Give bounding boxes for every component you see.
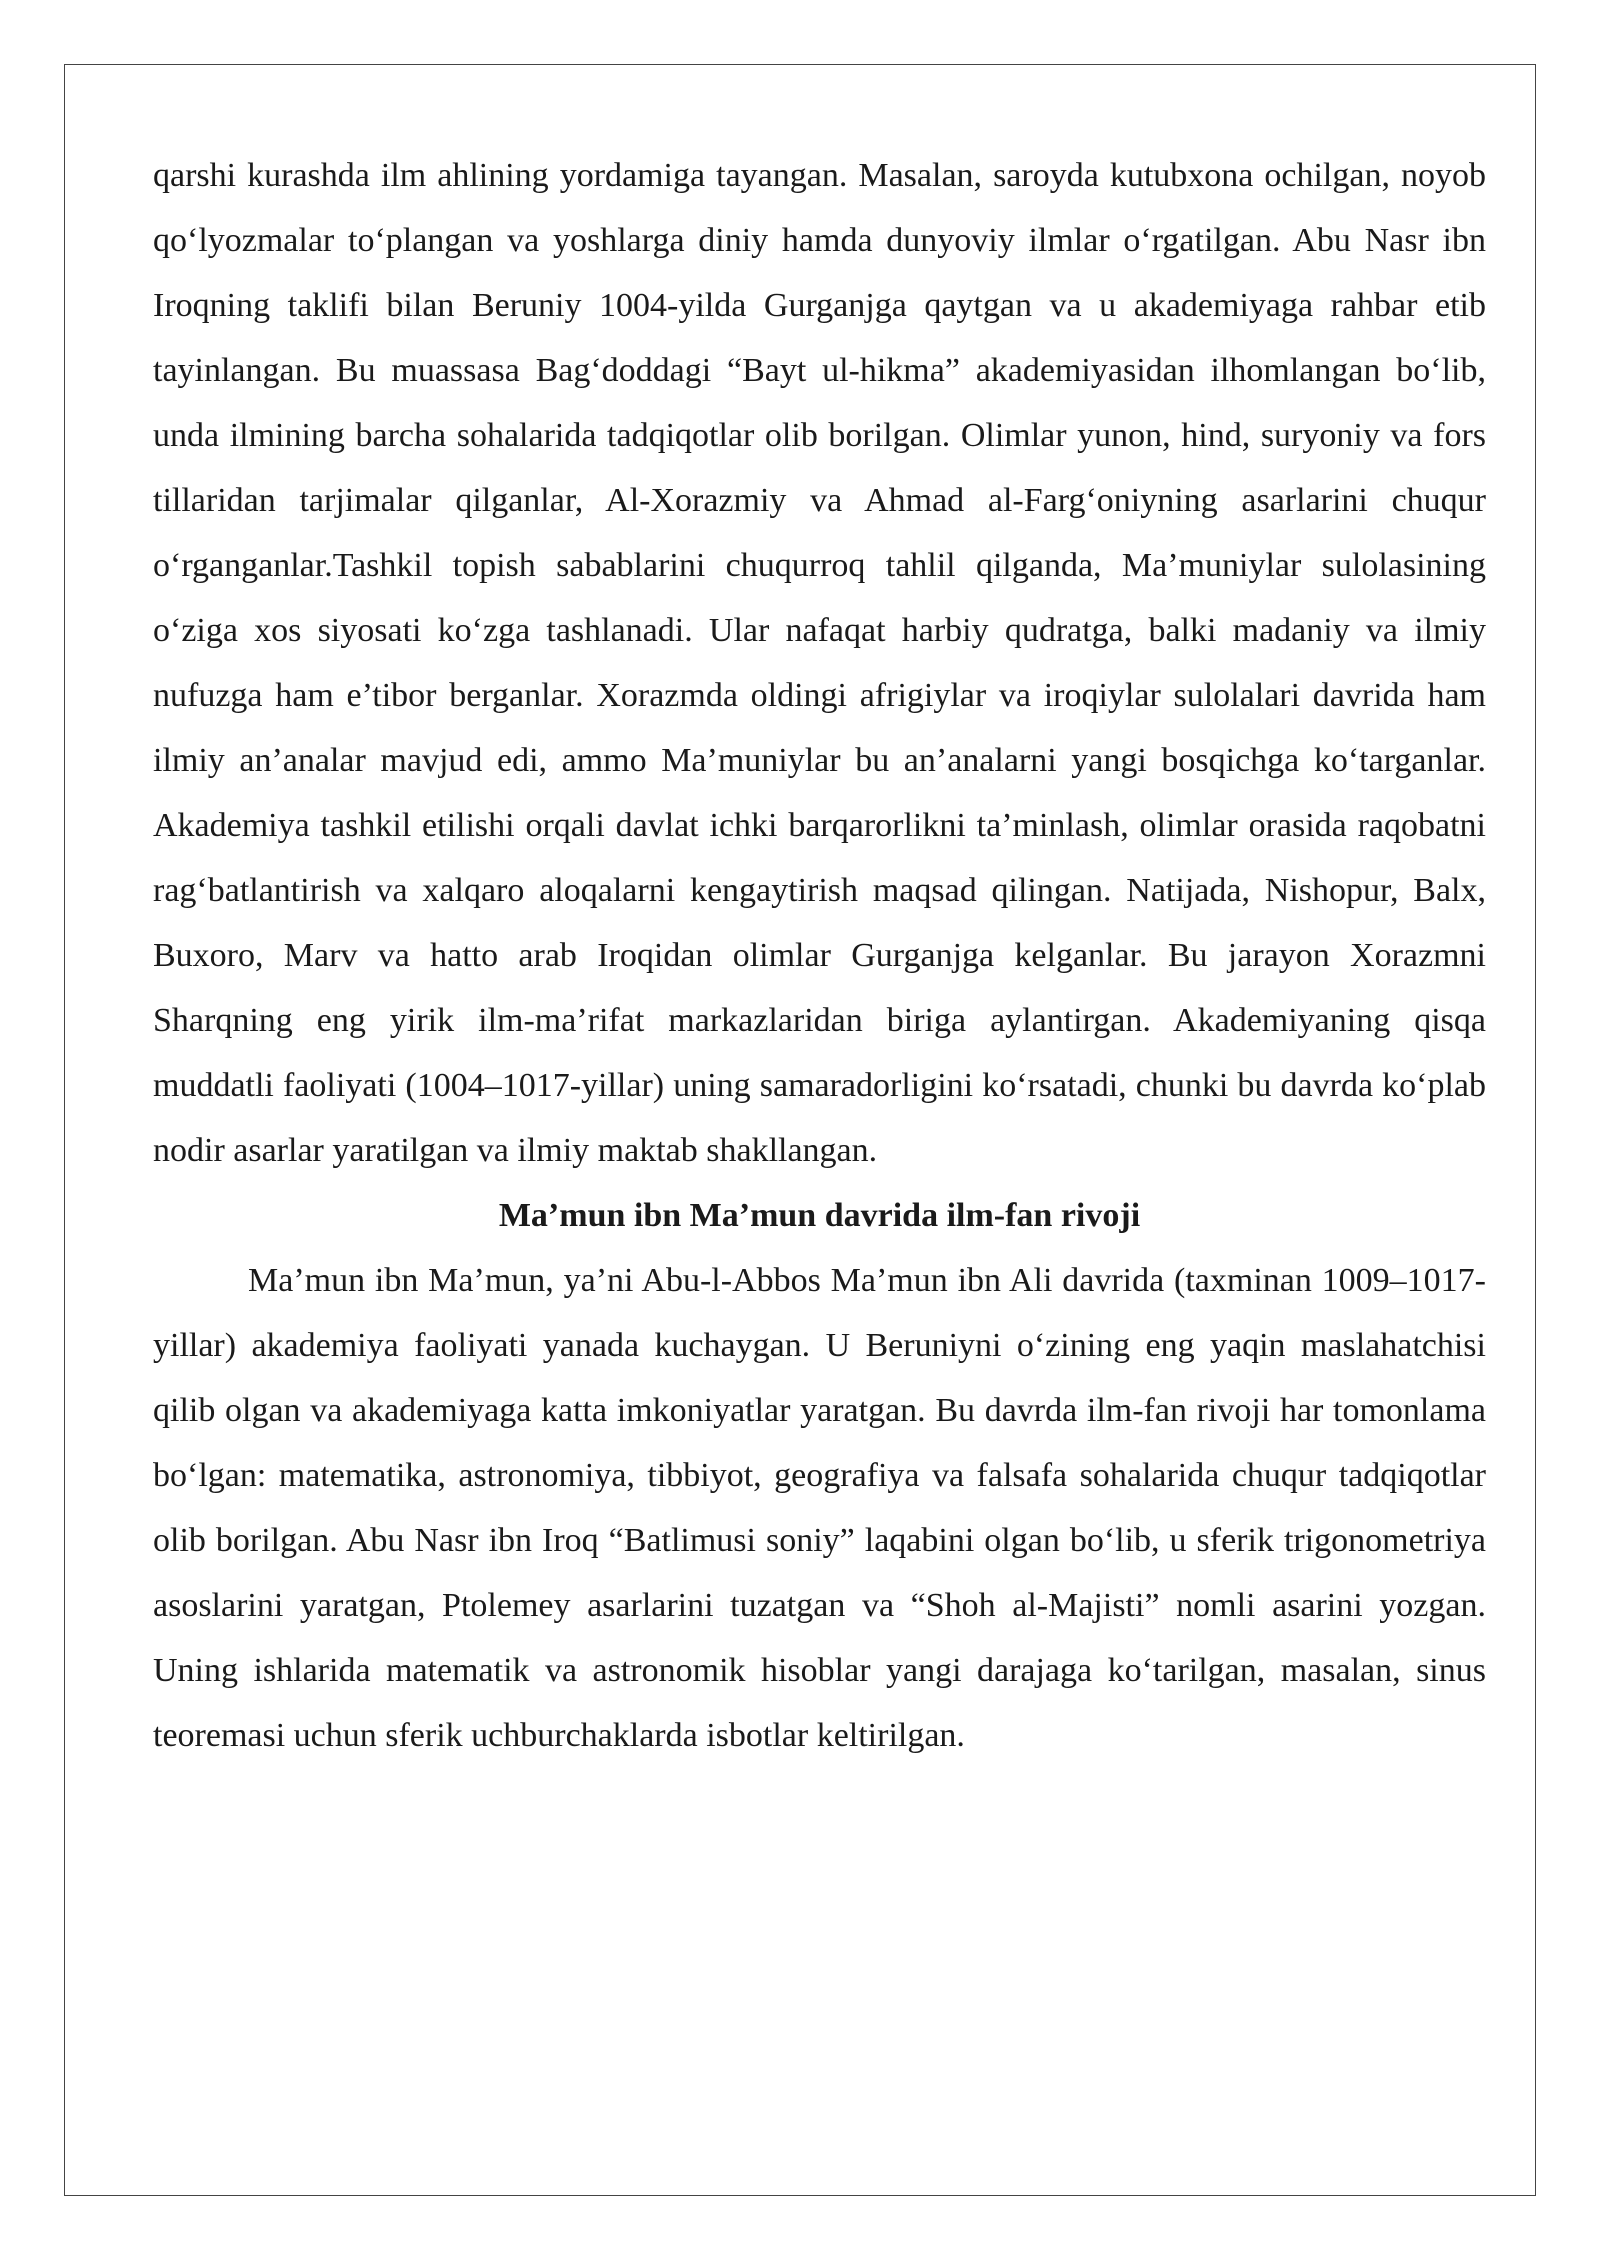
document-body	[153, 143, 1486, 1768]
section-heading: Ma’mun ibn Ma’mun davrida ilm-fan rivoji	[498, 1197, 1141, 1234]
paragraph-section-body: Ma’mun ibn Ma’mun, ya’ni Abu-l-Abbos Ma’mun ibn Ali davrida (taxminan 1009–1017-yillar) akademiya faoliyati yanada kuchaygan. U Beruniyni o‘zining eng yaqin maslahatchisi qilib olgan va akademiyaga katta imkoniyatlar yaratgan. Bu davrda ilm-fan rivoji har tomonlama bo‘lgan: matematika, astronomiya, tibbiyot, geografiya va falsafa sohalarida chuqur tadqiqotlar olib borilgan. Abu Nasr ibn Iroq “Batlimusi soniy” laqabini olgan bo‘lib, u sferik trigonometriya asoslarini yaratgan, Ptolemey asarlarini tuzatgan va “Shoh al-Majisti” nomli asarini yozgan. Uning ishlarida matematik va astronomik hisoblar yangi darajaga ko‘tarilgan, masalan, sinus teoremasi uchun sferik uchburchaklarda isbotlar keltirilgan.	[153, 1262, 1486, 1754]
paragraph-continued: qarshi kurashda ilm ahlining yordamiga tayangan. Masalan, saroyda kutubxona ochilgan, noyob qo‘lyozmalar to‘plangan va yoshlarga diniy hamda dunyoviy ilmlar o‘rgatilgan. Abu Nasr ibn Iroqning taklifi bilan Beruniy 1004-yilda Gurganjga qaytgan va u akademiyaga rahbar etib tayinlangan. Bu muassasa Bag‘doddagi “Bayt ul-hikma” akademiyasidan ilhomlangan bo‘lib, unda ilmining barcha sohalarida tadqiqotlar olib borilgan. Olimlar yunon, hind, suryoniy va fors tillaridan tarjimalar qilganlar, Al-Xorazmiy va Ahmad al-Farg‘oniyning asarlarini chuqur o‘rganganlar.Tashkil topish sabablarini chuqurroq tahlil qilganda, Ma’muniylar sulolasining o‘ziga xos siyosati ko‘zga tashlanadi. Ular nafaqat harbiy qudratga, balki madaniy va ilmiy nufuzga ham e’tibor berganlar. Xorazmda oldingi afrigiylar va iroqiylar sulolalari davrida ham ilmiy an’analar mavjud edi, ammo Ma’muniylar bu an’analarni yangi bosqichga ko‘targanlar. Akademiya tashkil etilishi orqali davlat ichki barqarorlikni ta’minlash, olimlar orasida raqobatni rag‘batlantirish va xalqaro aloqalarni kengaytirish maqsad qilingan. Natijada, Nishopur, Balx, Buxoro, Marv va hatto arab Iroqidan olimlar Gurganjga kelganlar. Bu jarayon Xorazmni Sharqning eng yirik ilm-ma’rifat markazlaridan biriga aylantirgan. Akademiyaning qisqa muddatli faoliyati (1004–1017-yillar) uning samaradorligini ko‘rsatadi, chunki bu davrda ko‘plab nodir asarlar yaratilgan va ilmiy maktab shakllangan.	[153, 157, 1486, 1169]
